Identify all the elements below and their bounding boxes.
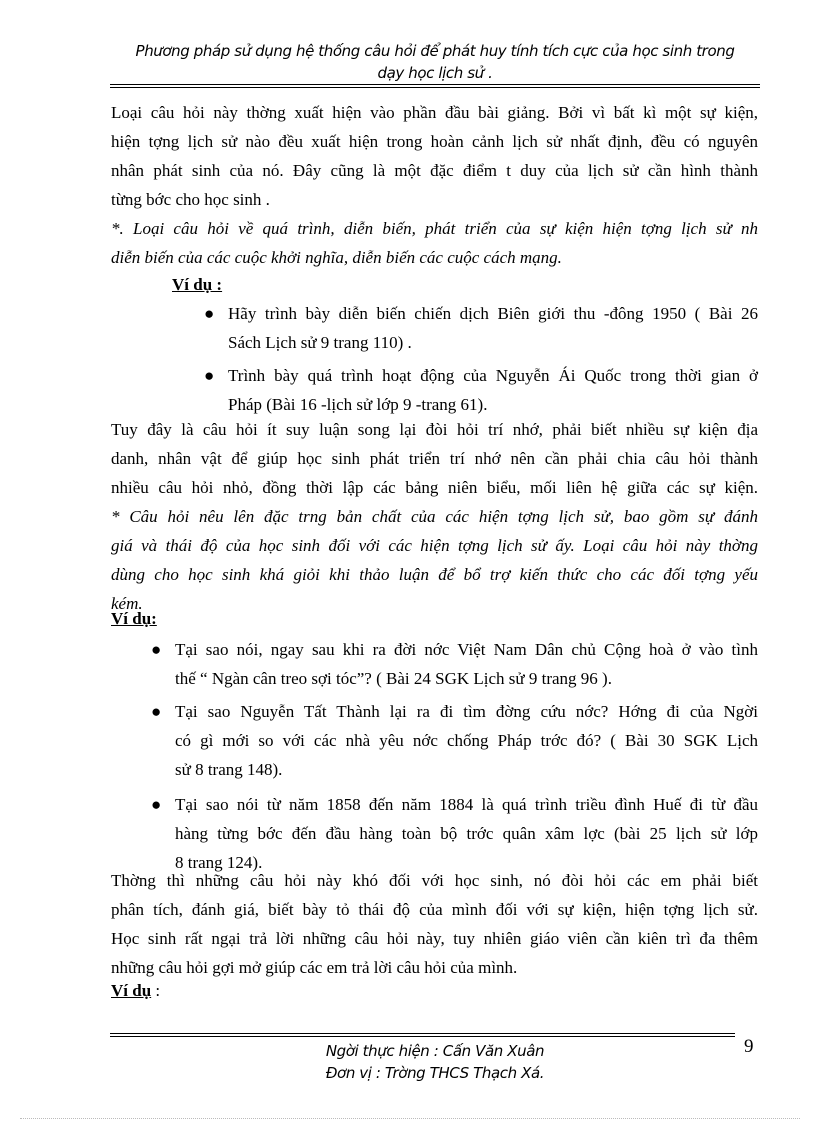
- footer-line-2: Đơn vị : Trờng THCS Thạch Xá.: [325, 1064, 545, 1082]
- example-1-item: ● Hãy trình bày diễn biến chiến dịch Biên giới thu -đông 1950 ( Bài 26 Sách Lịch sử 9 trang 110) .: [228, 299, 758, 357]
- header-line-2: dạy học lịch sử .: [377, 64, 493, 82]
- example-2-item: ● Tại sao Nguyễn Tất Thành lại ra đi tìm đờng cứu nớc? Hớng đi của Ngời có gì mới so với các nhà yêu nớc chống Pháp trớc đó? ( Bài 30 SGK Lịch sử 8 trang 148).: [175, 697, 758, 784]
- example-3-heading: [111, 976, 758, 1005]
- bullet-icon: ●: [151, 640, 162, 659]
- example-2-item: ● Tại sao nói, ngay sau khi ra đời nớc Việt Nam Dân chủ Cộng hoà ở vào tình thế “ Ngàn cân treo sợi tóc”? ( Bài 24 SGK Lịch sử 9 trang 96 ).: [175, 635, 758, 693]
- example-3-label: Ví dụ: [111, 981, 152, 1000]
- footer-rule-2: [110, 1036, 735, 1037]
- example-3-suffix: :: [151, 981, 161, 1000]
- example-2-label: Ví dụ:: [111, 609, 157, 628]
- page-header: [110, 40, 760, 84]
- p2-line-1: *. Loại câu hỏi về quá trình, diễn biến, phát triển của sự kiện hiện tợng lịch sử nh: [111, 219, 758, 238]
- p1-line-4: từng bớc cho học sinh .: [111, 190, 270, 209]
- bottom-dotted-line: [20, 1118, 800, 1119]
- p1-line-1: Loại câu hỏi này thờng xuất hiện vào phần đầu bài giảng. Bởi vì bất kì một sự kiện,: [111, 103, 758, 122]
- example-1-list: [204, 299, 758, 419]
- bullet-icon: ●: [151, 702, 162, 721]
- example-2-list: [151, 635, 758, 877]
- paragraph-3: Tuy đây là câu hỏi ít suy luận song lại đòi hỏi trí nhớ, phải biết nhiều sự kiện địa danh, nhân vật để giúp học sinh phát triển trí nhớ nên cần phải chia câu hỏi thành nhiều câu hỏi nhỏ, đồng thời lập các bảng niên biểu, mối liên hệ giữa các sự kiện.: [111, 420, 758, 497]
- example-2-heading: [111, 604, 758, 633]
- header-rule-2: [110, 87, 760, 88]
- header-line-1: Phương pháp sử dụng hệ thống câu hỏi để phát huy tính tích cực của học sinh trong: [135, 42, 735, 60]
- p2-line-2: diễn biến của các cuộc khởi nghĩa, diễn biến các cuộc cách mạng.: [111, 248, 562, 267]
- bullet-icon: ●: [204, 304, 215, 323]
- page-footer: [110, 1040, 760, 1084]
- paragraph-2: [111, 214, 758, 272]
- example-2-item: ● Tại sao nói từ năm 1858 đến năm 1884 là quá trình triều đình Huế đi từ đầu hàng từng bớc đến đầu hàng toàn bộ trớc quân xâm lợc (bài 25 lịch sử lớp 8 trang 124).: [175, 790, 758, 877]
- example-1-label: Ví dụ :: [172, 275, 223, 294]
- page-number: 9: [744, 1036, 754, 1057]
- paragraph-5: Thờng thì những câu hỏi này khó đối với học sinh, nó đòi hỏi các em phải biết phân tích, đánh giá, biết bày tỏ thái độ của mình đối với sự kiện, hiện tợng lịch sử. Học sinh rất ngại trả lời những câu hỏi này, tuy nhiên giáo viên cần kiên trì đa thêm những câu hỏi gợi mở giúp các em trả lời câu hỏi của mình.: [111, 871, 758, 977]
- p1-line-2: hiện tợng lịch sử nào đều xuất hiện trong hoàn cảnh lịch sử nhất định, đều có nguyên: [111, 132, 758, 151]
- p1-line-3: nhân phát sinh của nó. Đây cũng là một đặc điểm t duy của lịch sử cần hình thành: [111, 161, 758, 180]
- example-1-item: ● Trình bày quá trình hoạt động của Nguyễn Ái Quốc trong thời gian ở Pháp (Bài 16 -lịch sử lớp 9 -trang 61).: [228, 361, 758, 419]
- paragraph-1: [111, 98, 758, 214]
- header-rule: [110, 84, 760, 85]
- paragraph-4: * Câu hỏi nêu lên đặc trng bản chất của các hiện tợng lịch sử, bao gồm sự đánh giá và thái độ của học sinh đối với các hiện tợng lịch sử ấy. Loại câu hỏi này thờng dùng cho học sinh khá giỏi khi thảo luận để bổ trợ kiến thức cho các đối tợng yếu kém.: [111, 507, 758, 613]
- footer-rule: [110, 1033, 735, 1034]
- bullet-icon: ●: [204, 366, 215, 385]
- bullet-icon: ●: [151, 795, 162, 814]
- example-1-heading: [172, 270, 372, 299]
- footer-line-1: Ngời thực hiện : Cấn Văn Xuân: [325, 1042, 545, 1060]
